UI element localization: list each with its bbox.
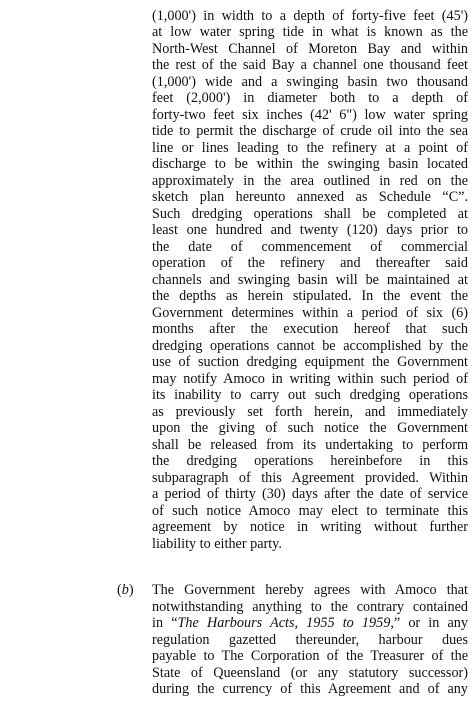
text-line: feet (2,000') in diameter both to a depth of <box>152 90 468 106</box>
text-line: dredging operations cannot be accomplished by the <box>152 338 468 354</box>
text-line: upon the giving of such notice the Government <box>152 420 468 436</box>
text-line: agreement by notice in writing without further <box>152 519 468 535</box>
text-line: the depths as herein stipulated. In the event the <box>152 288 468 304</box>
text-line: approximately in the area outlined in red on the <box>152 173 468 189</box>
text-line: of such notice Amoco may elect to terminate this <box>152 503 468 519</box>
text-line: Government determines within a period of six (6) <box>152 305 468 321</box>
text-line: notwithstanding anything to the contrary contained <box>152 599 468 615</box>
text-line: liability to either party. <box>152 536 282 552</box>
text-line: subparagraph of this Agreement provided. Within <box>152 470 468 486</box>
text-line: operation of the refinery and thereafter said <box>152 255 468 271</box>
text-line: its inability to carry out such dredging operations <box>152 387 468 403</box>
text-line: during the currency of this Agreement and of any <box>152 681 468 697</box>
text-line: forty-two feet six inches (42' 6") low water spring <box>152 107 468 123</box>
text-line: North-West Channel of Moreton Bay and within <box>152 41 468 57</box>
text-line: (1,000') in width to a depth of forty-five feet (45') <box>152 8 468 24</box>
act-title: The Harbours Acts, 1955 to 1959 <box>177 615 391 631</box>
text-line: may notify Amoco in writing within such period of <box>152 371 468 387</box>
paragraph-label-b: (b) <box>117 582 134 598</box>
text-line: discharge to be within the swinging basin located <box>152 156 468 172</box>
text-line: at low water spring tide in what is known as the <box>152 24 468 40</box>
text-line: sketch plan hereunto annexed as Schedule “C”. <box>152 189 468 205</box>
text-line: (1,000') wide and a swinging basin two thousand <box>152 74 468 90</box>
text-line: line or lines leading to the refinery at a point of <box>152 140 468 156</box>
text-line: use of suction dredging equipment the Government <box>152 354 468 370</box>
text-line: payable to The Corporation of the Treasurer of the <box>152 648 468 664</box>
text-line: the date of commencement of commercial <box>152 239 468 255</box>
text-line: The Government hereby agrees with Amoco that <box>152 582 468 598</box>
text-line: State of Queensland (or any statutory successor) <box>152 665 468 681</box>
text-line: the dredging operations hereinbefore in this <box>152 453 468 469</box>
text-line: least one hundred and twenty (120) days prior to <box>152 222 468 238</box>
text-line: as previously set forth herein, and immediately <box>152 404 468 420</box>
text-line: shall be released from its undertaking to perform <box>152 437 468 453</box>
text-line: months after the execution hereof that such <box>152 321 468 337</box>
text-line: regulation gazetted thereunder, harbour dues <box>152 632 468 648</box>
text-line: Such dredging operations shall be completed at <box>152 206 468 222</box>
text-line: in “The Harbours Acts, 1955 to 1959,” or in any <box>152 615 468 631</box>
text-line: the rest of the said Bay a channel one thousand feet <box>152 57 468 73</box>
text-line: a period of thirty (30) days after the date of service <box>152 486 468 502</box>
text-line: tide to permit the discharge of crude oil into the sea <box>152 123 468 139</box>
text-line: channels and swinging basin will be maintained at <box>152 272 468 288</box>
